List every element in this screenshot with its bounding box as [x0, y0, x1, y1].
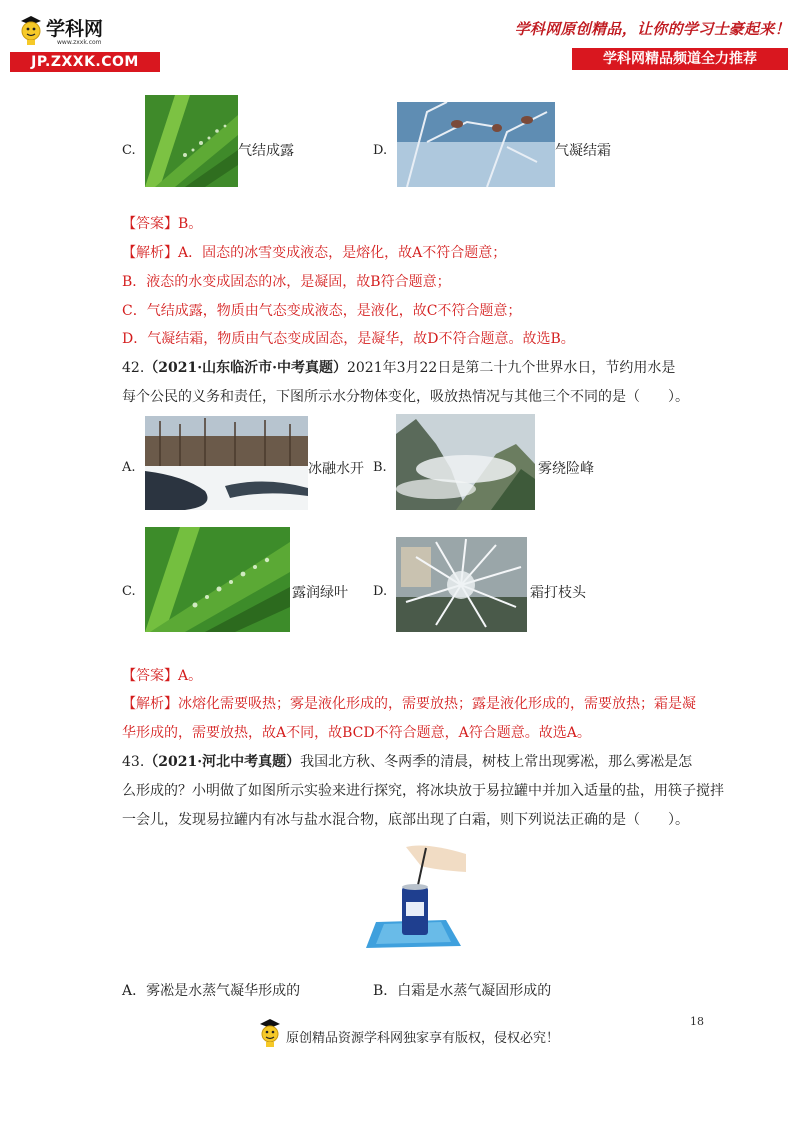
q41-option-d-caption: 气凝结霜: [555, 143, 611, 159]
dew-on-grass-image: [145, 95, 238, 187]
q41-analysis-line: 【解析】A．固态的冰雪变成液态，是熔化，故A不符合题意；: [122, 245, 507, 261]
foggy-mountain-image: [396, 414, 535, 510]
q42-option-c-caption: 露润绿叶: [292, 585, 348, 601]
q42-answer: 【答案】A。: [122, 668, 203, 684]
q41-option-c-caption: 气结成露: [238, 143, 294, 159]
q42-stem: [122, 357, 675, 377]
question-number: 42.: [122, 360, 145, 376]
q41-analysis-line: B．液态的水变成固态的冰，是凝固，故B符合题意；: [122, 274, 451, 290]
frost-branches-image: [397, 102, 555, 187]
header-slogan: 学科网原创精品，让你的学习士豪起来！: [514, 20, 790, 38]
melting-ice-river-image: [145, 416, 308, 510]
dew-leaf-image: [145, 527, 290, 632]
q42-analysis-line: 【解析】冰熔化需要吸热；雾是液化形成的，需要放热；露是液化形成的，需要放热；霜是凝: [122, 696, 696, 712]
q43-stem: [122, 751, 692, 771]
question-text: 2021年3月22日是第二十九个世界水日，节约用水是: [346, 360, 676, 376]
brand-domain-banner[interactable]: JP.ZXXK.COM: [10, 52, 160, 72]
q42-stem-line2: 每个公民的义务和责任，下图所示水分物体变化，吸放热情况与其他三个不同的是（ ）。: [122, 389, 689, 405]
question-number: 43.: [122, 754, 145, 770]
question-source: （2021·河北中考真题）: [144, 754, 301, 770]
brand-url: www.zxxk.com: [57, 39, 102, 46]
q41-option-d-label: D.: [373, 143, 388, 158]
q41-option-c-label: C.: [122, 143, 136, 158]
copyright-notice: 原创精品资源学科网独家享有版权，侵权必究！: [286, 1031, 560, 1046]
q41-answer: 【答案】B。: [122, 216, 203, 232]
q42-option-c-label: C.: [122, 584, 136, 599]
q43-stem-line2: 么形成的？小明做了如图所示实验来进行探究，将冰块放于易拉罐中并加入适量的盐，用筷子搅拌: [122, 783, 724, 799]
page-number: 18: [690, 1015, 704, 1028]
brand-name: 学科网: [46, 18, 104, 40]
q41-analysis-line: D．气凝结霜，物质由气态变成固态，是凝华，故D不符合题意。故选B。: [122, 331, 575, 347]
q42-option-b-label: B.: [373, 460, 387, 475]
recommend-banner: 学科网精品频道全力推荐: [572, 48, 788, 70]
mascot-logo-icon: [18, 14, 44, 46]
q42-option-a-label: A.: [122, 460, 136, 475]
q43-stem-line3: 一会儿，发现易拉罐内有冰与盐水混合物，底部出现了白霜，则下列说法正确的是（ ）。: [122, 812, 689, 828]
mascot-footer-icon: [258, 1018, 282, 1048]
q43-option-b: B．白霜是水蒸气凝固形成的: [373, 983, 552, 999]
q42-option-a-caption: 冰融水开: [308, 461, 364, 477]
q42-option-b-caption: 雾绕险峰: [538, 461, 594, 477]
q41-analysis-line: C．气结成露，物质由气态变成液态，是液化，故C不符合题意；: [122, 303, 522, 319]
q42-option-d-label: D.: [373, 584, 388, 599]
question-text: 我国北方秋、冬两季的清晨，树枝上常出现雾凇，那么雾凇是怎: [300, 754, 693, 770]
frost-branch-image: [396, 537, 527, 632]
q42-option-d-caption: 霜打枝头: [530, 585, 586, 601]
can-experiment-image: [366, 842, 470, 949]
q43-option-a: A．雾凇是水蒸气凝华形成的: [122, 983, 301, 999]
q42-analysis-line: 华形成的，需要放热，故A不同，故BCD不符合题意，A符合题意。故选A。: [122, 725, 591, 741]
question-source: （2021·山东临沂市·中考真题）: [144, 360, 347, 376]
